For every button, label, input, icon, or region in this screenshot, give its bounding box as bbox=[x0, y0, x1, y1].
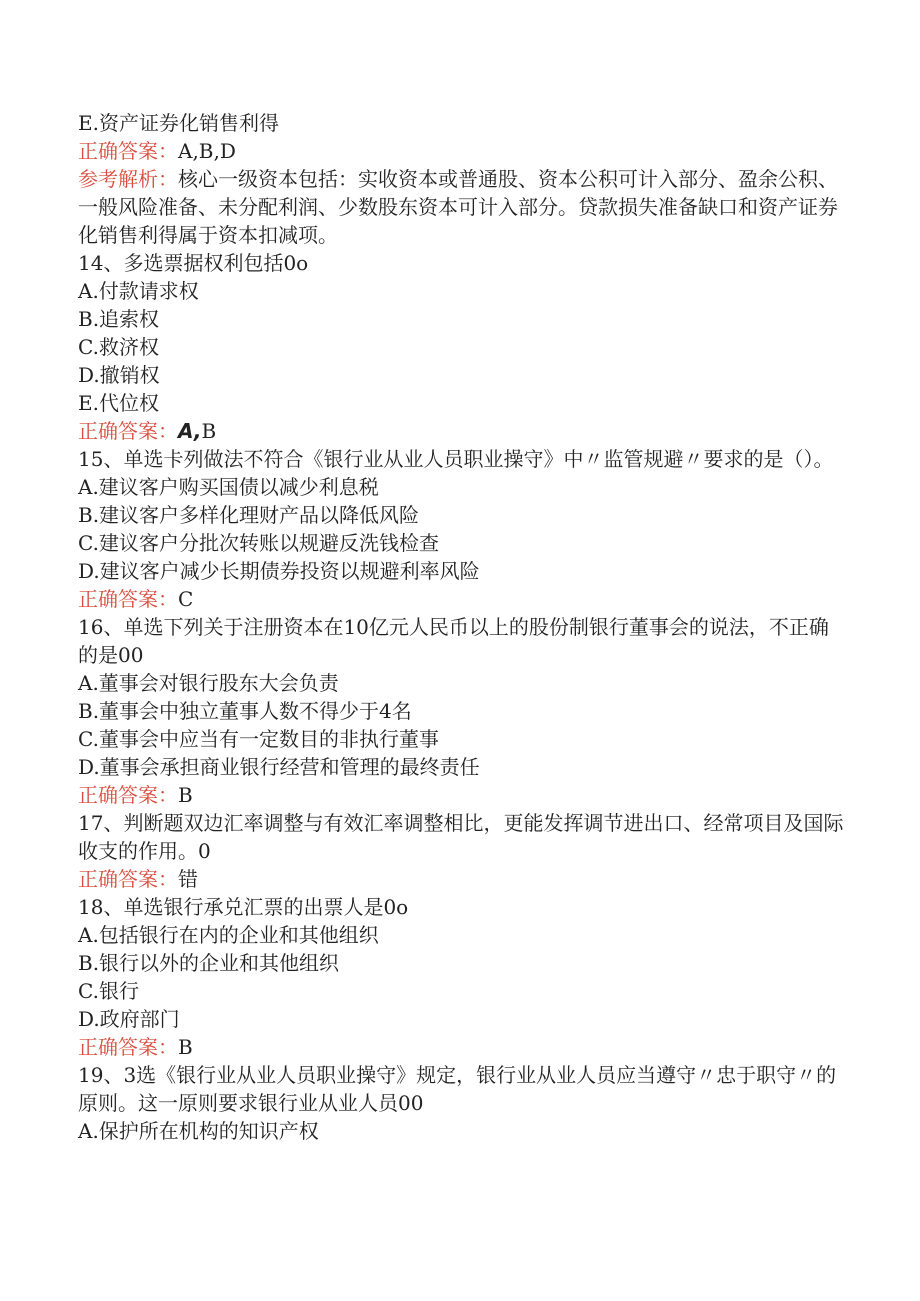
option-line: B.董事会中独立董事人数不得少于4名 bbox=[78, 699, 412, 723]
answer-value: A,B,D bbox=[178, 139, 236, 163]
option-line: B.银行以外的企业和其他组织 bbox=[78, 951, 340, 975]
question-line: 15、单选卡列做法不符合《银行业从业人员职业操守》中〃监管规避〃要求的是（）。 bbox=[78, 447, 834, 471]
answer-line bbox=[78, 137, 848, 165]
explanation-text: 核心一级资本包括：实收资本或普通股、资本公积可计入部分、盈余公积、一般风险准备、未分配利润、少数股东资本可计入部分。贷款损失准备缺口和资产证券化销售利得属于资本扣减项。 bbox=[78, 167, 838, 247]
answer-value-styled: A, bbox=[178, 419, 202, 443]
option-line: E.资产证券化销售利得 bbox=[78, 111, 279, 135]
question-line: 18、单选银行承兑汇票的出票人是0o bbox=[78, 895, 409, 919]
explanation-line bbox=[78, 165, 848, 249]
answer-value: 错 bbox=[178, 867, 198, 891]
answer-line bbox=[78, 417, 848, 445]
answer-label: 正确答案： bbox=[78, 783, 178, 807]
answer-label: 正确答案： bbox=[78, 1035, 178, 1059]
option-line: D.政府部门 bbox=[78, 1007, 180, 1031]
option-line: B.建议客户多样化理财产品以降低风险 bbox=[78, 503, 420, 527]
option-line: C.建议客户分批次转账以规避反洗钱检查 bbox=[78, 531, 439, 555]
document-content bbox=[78, 109, 848, 1145]
option-line: C.银行 bbox=[78, 979, 139, 1003]
option-line: E.代位权 bbox=[78, 391, 159, 415]
option-line: A.付款请求权 bbox=[78, 279, 199, 303]
question-line: 19、3选《银行业从业人员职业操守》规定，银行业从业人员应当遵守〃忠于职守〃的原则。这一原则要求银行业从业人员00 bbox=[78, 1063, 837, 1115]
option-line: A.保护所在机构的知识产权 bbox=[78, 1119, 319, 1143]
answer-line bbox=[78, 1033, 848, 1061]
answer-value: B bbox=[178, 1035, 193, 1059]
answer-value: B bbox=[178, 783, 193, 807]
option-line: C.救济权 bbox=[78, 335, 159, 359]
option-line: A.董事会对银行股东大会负责 bbox=[78, 671, 339, 695]
answer-line bbox=[78, 865, 848, 893]
option-line: A.包括银行在内的企业和其他组织 bbox=[78, 923, 379, 947]
option-line: D.建议客户减少长期债券投资以规避利率风险 bbox=[78, 559, 480, 583]
answer-label: 正确答案： bbox=[78, 139, 178, 163]
answer-value: B bbox=[201, 419, 217, 443]
explanation-label: 参考解析： bbox=[78, 167, 178, 191]
answer-label: 正确答案： bbox=[78, 419, 178, 443]
answer-line bbox=[78, 781, 848, 809]
option-line: A.建议客户购买国债以减少利息税 bbox=[78, 475, 379, 499]
answer-value: C bbox=[178, 587, 194, 611]
answer-label: 正确答案： bbox=[78, 867, 178, 891]
option-line: C.董事会中应当有一定数目的非执行董事 bbox=[78, 727, 439, 751]
question-line: 17、判断题双边汇率调整与有效汇率调整相比，更能发挥调节进出口、经常项目及国际收支的作用。0 bbox=[78, 811, 844, 863]
option-line: D.撤销权 bbox=[78, 363, 160, 387]
answer-label: 正确答案： bbox=[78, 587, 178, 611]
answer-line bbox=[78, 585, 848, 613]
option-line: D.董事会承担商业银行经营和管理的最终责任 bbox=[78, 755, 480, 779]
option-line: B.追索权 bbox=[78, 307, 160, 331]
question-line: 14、多选票据权利包括0o bbox=[78, 251, 309, 275]
question-line: 16、单选下列关于注册资本在10亿元人民币以上的股份制银行董事会的说法，不正确的是00 bbox=[78, 615, 829, 667]
